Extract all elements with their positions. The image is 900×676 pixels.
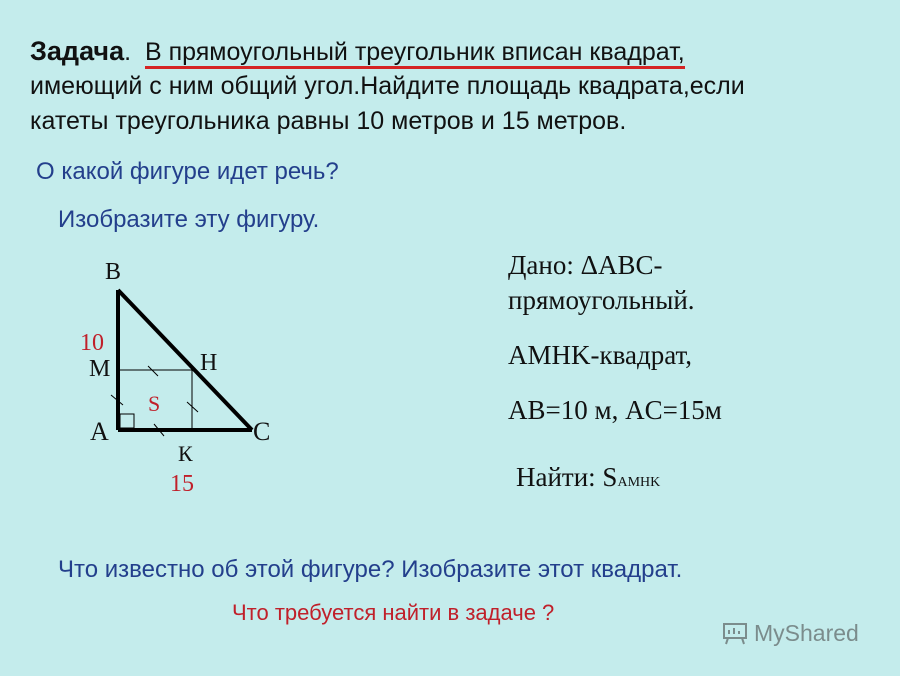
vertex-m-label: M: [89, 356, 111, 382]
question-known-facts: Что известно об этой фигуре? Изобразите этот квадрат.: [58, 556, 683, 583]
watermark: [722, 620, 859, 647]
given-line-4: AB=10 м, AC=15м: [508, 395, 722, 425]
given-line-2: прямоугольный.: [508, 285, 695, 315]
right-angle-mark: [120, 414, 134, 428]
task-label-dot: .: [124, 38, 132, 66]
question-which-figure: О какой фигуре идет речь?: [36, 158, 339, 185]
tick-mark-mh: [148, 366, 158, 376]
vertex-h-label: H: [200, 350, 218, 376]
vertex-a-label: A: [90, 417, 109, 446]
given-line-1: Дано: ΔABC-: [508, 250, 663, 280]
vertex-c-label: C: [253, 417, 271, 446]
side-ab-value: 10: [80, 330, 104, 356]
find-line: [516, 462, 660, 493]
task-line-2: имеющий с ним общий угол.Найдите площадь квадрата,если: [30, 72, 745, 100]
side-ac-value: 15: [170, 471, 194, 497]
find-label: Найти: S: [516, 462, 618, 492]
task-line-1-text: В прямоугольный треугольник вписан квадрат,: [145, 38, 685, 69]
presentation-board-icon: [722, 622, 748, 646]
question-draw-figure: Изобразите эту фигуру.: [58, 206, 320, 233]
task-line-3: катеты треугольника равны 10 метров и 15 метров.: [30, 107, 627, 135]
vertex-b-label: B: [105, 259, 122, 285]
find-subscript: AMHK: [617, 475, 661, 490]
question-what-to-find: Что требуется найти в задаче ?: [232, 600, 555, 625]
given-line-3: AMHK-квадрат,: [508, 340, 693, 370]
watermark-text: MyShared: [754, 620, 859, 646]
vertex-k-label: К: [178, 441, 193, 466]
square-area-label: S: [148, 391, 161, 416]
side-bc: [118, 290, 252, 430]
task-label: Задача: [30, 36, 125, 66]
